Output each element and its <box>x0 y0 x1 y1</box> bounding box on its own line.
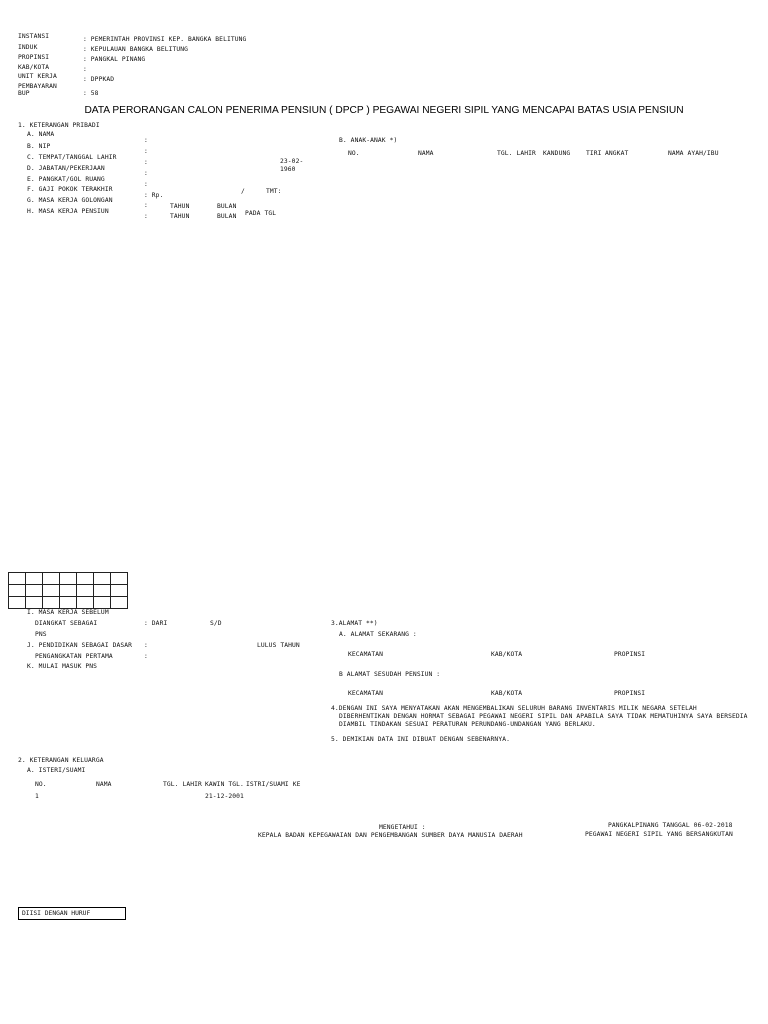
mulai-masuk-pns-label: K. MULAI MASUK PNS <box>27 663 98 670</box>
isteri-suami-label: A. ISTERI/SUAMI <box>27 767 86 774</box>
anak-col-no: NO. <box>348 150 360 157</box>
header-value-propinsi: : PANGKAL PINANG <box>83 56 146 63</box>
grid-cell <box>43 573 60 585</box>
pernyataan-line-2: DIBERHENTIKAN DENGAN HORMAT SEBAGAI PEGAWAI NEGERI SIPIL DAN APABILA SAYA TIDAK MEMATUHINYA SAYA BERSEDIA <box>339 713 748 720</box>
kabkota-label: KAB/KOTA <box>491 651 523 658</box>
grid-cell <box>26 585 43 597</box>
grid-cell <box>77 573 94 585</box>
grid-cell <box>111 585 128 597</box>
kepala-badan-label: KEPALA BADAN KEPEGAWAIAN DAN PENGEMBANGAN SUMBER DAYA MANUSIA DAERAH <box>258 832 523 839</box>
field-label-masa-kerja-pensiun: H. MASA KERJA PENSIUN <box>27 208 109 215</box>
header-value-induk: : KEPULAUAN BANGKA BELITUNG <box>83 46 189 53</box>
pernyataan-line-1: 4.DENGAN INI SAYA MENYATAKAN AKAN MENGEMBALIKAN SELURUH BARANG INVENTARIS MILIK NEGARA SETELAH <box>331 705 697 712</box>
pengangkatan-pertama-label: PENGANGKATAN PERTAMA <box>35 653 113 660</box>
pernyataan-line-3: DIAMBIL TINDAKAN SESUAI PERATURAN PERUNDANG-UNDANGAN YANG BERLAKU. <box>339 721 596 728</box>
alamat-sesudah-label: B ALAMAT SESUDAH PENSIUN : <box>339 671 441 678</box>
grid-cell <box>43 597 60 609</box>
anak-col-angkat: ANGKAT <box>605 150 629 157</box>
birth-date-line1: 23-02- <box>280 158 304 165</box>
pendidikan-colon: : <box>144 642 148 649</box>
propinsi-label: PROPINSI <box>614 690 646 697</box>
mengetahui-label: MENGETAHUI : <box>379 824 426 831</box>
grid-cell <box>9 585 26 597</box>
anak-col-tgl-lahir: TGL. LAHIR <box>497 150 536 157</box>
keluarga-row-no: 1 <box>35 793 39 800</box>
grid-cell <box>9 597 26 609</box>
grid-cell <box>94 573 111 585</box>
alamat-sekarang-label: A. ALAMAT SEKARANG : <box>339 631 417 638</box>
diisi-dengan-huruf-label: DIISI DENGAN HURUF <box>22 910 91 917</box>
grid-cell <box>77 597 94 609</box>
field-value-pangkat: : <box>144 181 148 188</box>
field-value-masa-kerja-golongan: : <box>144 202 148 209</box>
grid-cell <box>43 585 60 597</box>
field-label-nama: A. NAMA <box>27 131 55 138</box>
grid-cell <box>26 573 43 585</box>
grid-cell <box>111 573 128 585</box>
field-label-masa-kerja-golongan: G. MASA KERJA GOLONGAN <box>27 197 113 204</box>
field-label-ttl: C. TEMPAT/TANGGAL LAHIR <box>27 154 117 161</box>
header-label-induk: INDUK <box>18 44 38 51</box>
diangkat-sebagai-label: DIANGKAT SEBAGAI <box>35 620 98 627</box>
pada-tgl-label: PADA TGL <box>245 210 277 217</box>
pengangkatan-colon: : <box>144 653 148 660</box>
pegawai-bersangkutan-label: PEGAWAI NEGERI SIPIL YANG BERSANGKUTAN <box>585 831 733 838</box>
keluarga-row-kawin-tgl: 21-12-2001 <box>205 793 244 800</box>
field-label-jabatan: D. JABATAN/PEKERJAAN <box>27 165 105 172</box>
sd-label: S/D <box>210 620 222 627</box>
kecamatan-label: KECAMATAN <box>348 651 384 658</box>
header-label-bup: BUP <box>18 90 30 97</box>
kabkota-label: KAB/KOTA <box>491 690 523 697</box>
diisi-dengan-huruf-box <box>18 907 126 920</box>
field-value-ttl: : <box>144 159 148 166</box>
header-value-instansi: : PEMERINTAH PROVINSI KEP. BANGKA BELITUNG <box>83 36 247 43</box>
demikian-statement: 5. DEMIKIAN DATA INI DIBUAT DENGAN SEBENARNYA. <box>331 736 510 743</box>
tahun-label: TAHUN <box>170 213 190 220</box>
anak-col-kandung: KANDUNG <box>543 150 571 157</box>
grid-cell <box>9 573 26 585</box>
masa-kerja-sebelum-label: I. MASA KERJA SEBELUM <box>27 609 109 616</box>
pendidikan-label: J. PENDIDIKAN SEBAGAI DASAR <box>27 642 133 649</box>
field-value-nama: : <box>144 137 148 144</box>
place-date-label: PANGKALPINANG TANGGAL 06-02-2018 <box>608 822 733 829</box>
header-value-unit-kerja: : DPPKAD <box>83 76 115 83</box>
tmt-label: TMT: <box>266 188 282 195</box>
keluarga-col-istri-suami-ke: ISTRI/SUAMI KE <box>246 781 301 788</box>
grid-row <box>9 597 128 609</box>
grid-cell <box>26 597 43 609</box>
lulus-tahun-label: LULUS TAHUN <box>257 642 300 649</box>
header-label-pembayaran: PEMBAYARAN <box>18 83 57 90</box>
kecamatan-label: KECAMATAN <box>348 690 384 697</box>
header-label-unit-kerja: UNIT KERJA <box>18 73 57 80</box>
anak-col-tiri: TIRI <box>586 150 602 157</box>
grid-cell <box>94 597 111 609</box>
slash-separator: / <box>241 188 245 195</box>
empty-grid-table <box>8 572 128 609</box>
field-label-nip: B. NIP <box>27 143 51 150</box>
section-heading: 1. KETERANGAN PRIBADI <box>18 122 100 129</box>
alamat-heading: 3.ALAMAT **) <box>331 620 378 627</box>
page-title: DATA PERORANGAN CALON PENERIMA PENSIUN ( DPCP ) PEGAWAI NEGERI SIPIL YANG MENCAPAI BATAS USIA PENSIUN <box>84 105 684 116</box>
header-label-kabkota: KAB/KOTA <box>18 64 50 71</box>
keluarga-col-kawin-tgl: KAWIN TGL. <box>205 781 244 788</box>
keluarga-heading: 2. KETERANGAN KELUARGA <box>18 757 104 764</box>
anak-heading: B. ANAK-ANAK *) <box>339 137 398 144</box>
grid-cell <box>77 585 94 597</box>
field-value-gaji: : Rp. <box>144 192 164 199</box>
keluarga-col-nama: NAMA <box>96 781 112 788</box>
grid-row <box>9 585 128 597</box>
grid-cell <box>111 597 128 609</box>
grid-cell <box>60 573 77 585</box>
field-label-pangkat: E. PANGKAT/GOL RUANG <box>27 176 105 183</box>
field-value-jabatan: : <box>144 170 148 177</box>
keluarga-col-tgl-lahir: TGL. LAHIR <box>163 781 202 788</box>
grid-row <box>9 573 128 585</box>
bulan-label: BULAN <box>217 203 237 210</box>
dari-label: : DARI <box>144 620 168 627</box>
header-label-propinsi: PROPINSI <box>18 54 50 61</box>
grid-cell <box>60 585 77 597</box>
header-value-kabkota: : <box>83 66 87 73</box>
bulan-label: BULAN <box>217 213 237 220</box>
field-value-masa-kerja-pensiun: : <box>144 213 148 220</box>
grid-cell <box>94 585 111 597</box>
grid-cell <box>60 597 77 609</box>
tahun-label: TAHUN <box>170 203 190 210</box>
header-value-bup: : 58 <box>83 90 99 97</box>
anak-col-nama-ayah-ibu: NAMA AYAH/IBU <box>668 150 719 157</box>
field-label-gaji: F. GAJI POKOK TERAKHIR <box>27 186 113 193</box>
keluarga-col-no: NO. <box>35 781 47 788</box>
pns-label: PNS <box>35 631 47 638</box>
field-value-nip: : <box>144 148 148 155</box>
propinsi-label: PROPINSI <box>614 651 646 658</box>
birth-date-line2: 1960 <box>280 166 296 173</box>
header-label-instansi: INSTANSI <box>18 33 50 40</box>
anak-col-nama: NAMA <box>418 150 434 157</box>
